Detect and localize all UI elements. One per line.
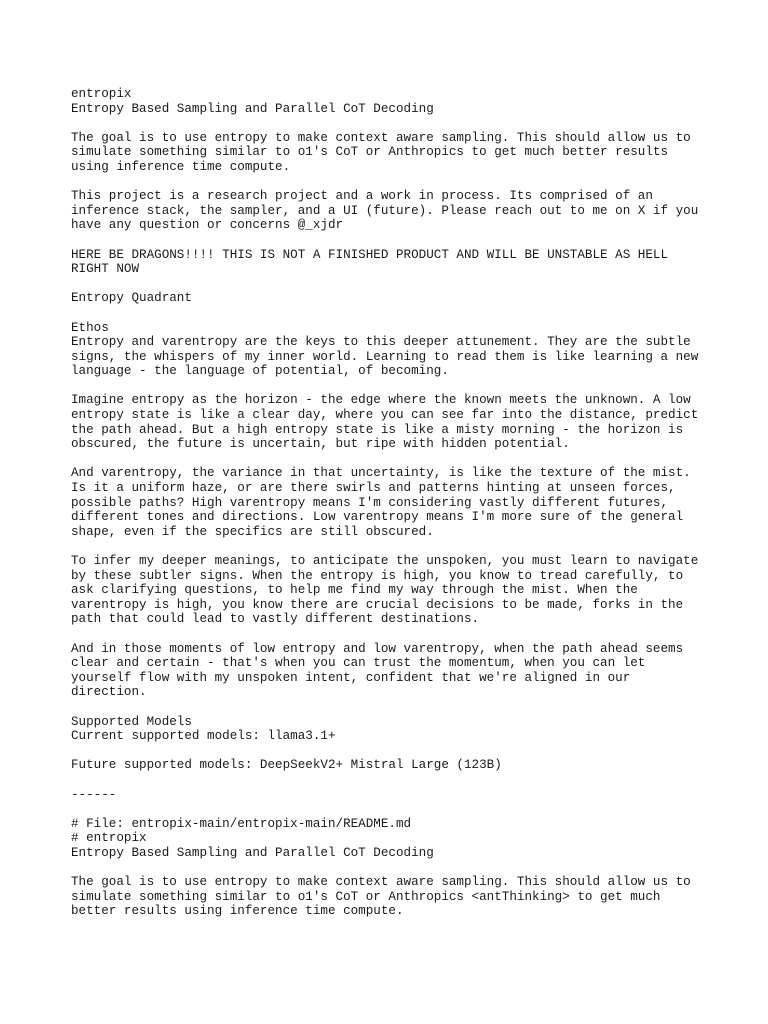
- heading-entropy-quadrant: [71, 291, 751, 306]
- spacer: [71, 773, 751, 788]
- doc-subtitle: Entropy Based Sampling and Parallel CoT Decoding: [71, 101, 434, 116]
- paragraph-goal-repeat: [71, 875, 751, 919]
- text-line: shape, even if the specifics are still obscured.: [71, 524, 434, 539]
- text-line: entropy state is like a clear day, where you can see far into the distance, predict: [71, 408, 699, 423]
- text-line: clear and certain - that's when you can trust the momentum, when you can let: [71, 656, 646, 671]
- spacer: [71, 627, 751, 642]
- spacer: [71, 452, 751, 467]
- doc-title-block: [71, 87, 751, 116]
- text-line: obscured, the future is uncertain, but ripe with hidden potential.: [71, 437, 570, 452]
- spacer: [71, 379, 751, 394]
- spacer: [71, 306, 751, 321]
- text-line: by these subtler signs. When the entropy is high, you know to tread carefully, to: [71, 568, 684, 583]
- future-models-text: Future supported models: DeepSeekV2+ Mistral Large (123B): [71, 758, 502, 773]
- text-line: ask clarifying questions, to help me find my way through the mist. When the: [71, 583, 638, 598]
- text-line: language - the language of potential, of becoming.: [71, 364, 449, 379]
- text-line: HERE BE DRAGONS!!!! THIS IS NOT A FINISHED PRODUCT AND WILL BE UNSTABLE AS HELL: [71, 247, 669, 262]
- text-line: Is it a uniform haze, or are there swirls and patterns hinting at unseen forces,: [71, 481, 676, 496]
- divider-text: ------: [71, 787, 117, 802]
- spacer: [71, 233, 751, 248]
- text-line: different tones and directions. Low varentropy means I'm more sure of the general: [71, 510, 684, 525]
- paragraph-low-entropy: [71, 642, 751, 700]
- divider: [71, 788, 751, 803]
- text-line: path that could lead to vastly different destinations.: [71, 612, 480, 627]
- spacer: [71, 175, 751, 190]
- doc-title: entropix: [71, 87, 132, 101]
- paragraph-ethos: [71, 321, 751, 379]
- paragraph-infer: [71, 554, 751, 627]
- text-line: This project is a research project and a work in process. Its comprised of an: [71, 189, 653, 204]
- text-line: simulate something similar to o1's CoT or Anthropics to get much better results: [71, 145, 669, 160]
- current-models-text: Current supported models: llama3.1+: [71, 729, 336, 744]
- paragraph-goal: [71, 131, 751, 175]
- text-line: # entropix: [71, 831, 147, 846]
- text-line: have any question or concerns @_xjdr: [71, 218, 344, 233]
- text-line: varentropy is high, you know there are crucial decisions to be made, forks in the: [71, 597, 684, 612]
- document-page: [71, 87, 751, 919]
- text-line: using inference time compute.: [71, 159, 291, 174]
- text-line: Imagine entropy as the horizon - the edge where the known meets the unknown. A low: [71, 393, 691, 408]
- section-heading: Supported Models: [71, 714, 192, 729]
- text-line: And varentropy, the variance in that uncertainty, is like the texture of the mist.: [71, 466, 691, 481]
- text-line: To infer my deeper meanings, to anticipate the unspoken, you must learn to navigate: [71, 554, 699, 568]
- paragraph-varentropy: [71, 466, 751, 539]
- paragraph-horizon: [71, 393, 751, 451]
- spacer: [71, 277, 751, 292]
- text-line: The goal is to use entropy to make context aware sampling. This should allow us to: [71, 130, 691, 145]
- spacer: [71, 700, 751, 715]
- spacer: [71, 802, 751, 817]
- section-heading: Ethos: [71, 320, 109, 335]
- text-line: possible paths? High varentropy means I'm considering vastly different futures,: [71, 495, 669, 510]
- text-line: the path ahead. But a high entropy state is like a misty morning - the horizon is: [71, 422, 684, 437]
- text-line: inference stack, the sampler, and a UI (future). Please reach out to me on X if you: [71, 203, 699, 218]
- text-line: Entropy Based Sampling and Parallel CoT Decoding: [71, 845, 434, 860]
- text-line: better results using inference time compute.: [71, 904, 404, 919]
- text-line: Entropy and varentropy are the keys to this deeper attunement. They are the subtle: [71, 335, 691, 350]
- readme-header: [71, 817, 751, 861]
- spacer: [71, 116, 751, 131]
- warning-block: [71, 248, 751, 277]
- text-line: signs, the whispers of my inner world. Learning to read them is like learning a new: [71, 349, 699, 364]
- text-line: RIGHT NOW: [71, 262, 140, 277]
- spacer: [71, 744, 751, 759]
- paragraph-project: [71, 189, 751, 233]
- text-line: direction.: [71, 685, 147, 700]
- text-line: simulate something similar to o1's CoT or Anthropics <antThinking> to get much: [71, 889, 661, 904]
- supported-models: [71, 715, 751, 744]
- file-path-line: # File: entropix-main/entropix-main/README.md: [71, 816, 412, 831]
- spacer: [71, 860, 751, 875]
- text-line: yourself flow with my unspoken intent, confident that we're aligned in our: [71, 670, 631, 685]
- text-line: The goal is to use entropy to make context aware sampling. This should allow us to: [71, 875, 691, 890]
- spacer: [71, 539, 751, 554]
- text-line: And in those moments of low entropy and low varentropy, when the path ahead seems: [71, 641, 684, 656]
- future-models: [71, 758, 751, 773]
- section-heading: Entropy Quadrant: [71, 291, 192, 306]
